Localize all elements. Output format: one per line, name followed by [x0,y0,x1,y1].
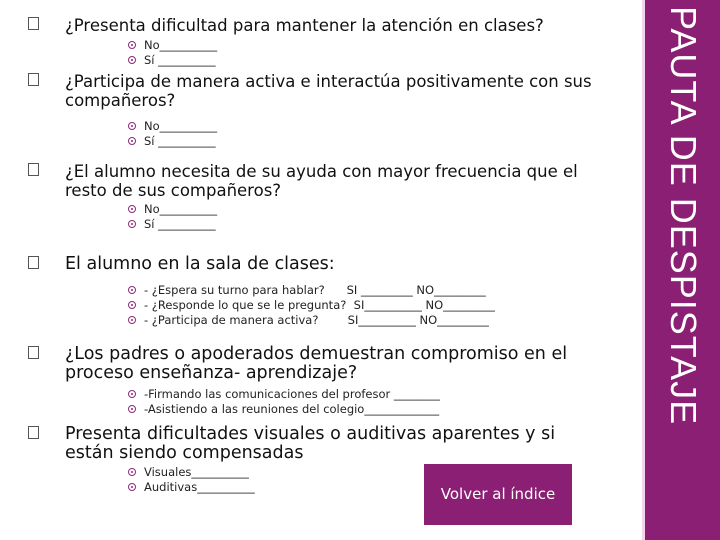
checkbox-bullet-icon [28,73,39,86]
option-item [128,387,440,402]
option-item [128,38,217,53]
option-item [128,217,217,232]
question-text: Presenta dificultades visuales o auditivas aparentes y si están siendo compensadas [65,424,556,463]
option-text: No__________ [144,202,218,216]
question-text: ¿Los padres o apoderados demuestran compromiso en el proceso enseñanza- aprendizaje? [65,344,568,383]
bullet-icon [128,468,136,476]
bullet-icon [128,220,136,228]
option-text: Visuales__________ [144,465,249,479]
bullet-icon [128,316,136,324]
option-text: -Asistiendo a las reuniones del colegio_____________ [144,402,440,416]
option-text: Sí __________ [144,134,216,148]
bullet-icon [128,41,136,49]
option-text: No__________ [144,119,218,133]
question-1 [36,16,596,35]
bullet-icon [128,137,136,145]
checkbox-bullet-icon [28,163,39,176]
option-item [128,119,217,134]
option-item [128,134,217,149]
sidebar [642,0,720,540]
options-list-2 [128,119,217,149]
option-text: -Firmando las comunicaciones del profesor ________ [144,387,440,401]
bullet-icon [128,301,136,309]
option-item [128,283,495,298]
question-text: ¿El alumno necesita de su ayuda con mayor frecuencia que el resto de sus compañeros? [65,162,578,200]
options-list-3 [128,202,217,232]
question-text: ¿Participa de manera activa e interactúa positivamente con sus compañeros? [65,72,592,110]
slide-title: PAUTA DE DESPISTAJE [663,6,704,426]
bullet-icon [128,205,136,213]
question-5 [36,345,596,383]
option-item [128,313,495,328]
checkbox-bullet-icon [28,426,39,439]
question-text: El alumno en la sala de clases: [65,254,335,274]
question-2 [36,72,596,110]
bullet-icon [128,390,136,398]
bullet-icon [128,56,136,64]
bullet-icon [128,286,136,294]
checkbox-bullet-icon [28,256,39,269]
option-text: Auditivas__________ [144,480,255,494]
option-text: No__________ [144,38,218,52]
option-item [128,402,440,417]
options-list-6 [128,465,255,495]
option-text: - ¿Responde lo que se le pregunta? SI__________ NO_________ [144,298,495,312]
question-3 [36,162,596,200]
options-list-4 [128,283,495,328]
option-text: - ¿Espera su turno para hablar? SI _________ NO_________ [144,283,486,297]
question-text: ¿Presenta dificultad para mantener la atención en clases? [65,16,544,35]
checkbox-bullet-icon [28,17,39,30]
option-item [128,480,255,495]
option-item [128,465,255,480]
options-list-1 [128,38,217,68]
option-item [128,298,495,313]
question-6 [36,425,596,463]
sidebar-stripe [642,0,720,540]
bullet-icon [128,405,136,413]
back-to-index-button[interactable]: Volver al índice [424,464,572,525]
option-item [128,53,217,68]
option-text: Sí __________ [144,53,216,67]
option-item [128,202,217,217]
options-list-5 [128,387,440,417]
option-text: Sí __________ [144,217,216,231]
question-4 [36,255,596,274]
option-text: - ¿Participa de manera activa? SI__________ NO_________ [144,313,489,327]
bullet-icon [128,483,136,491]
checkbox-bullet-icon [28,346,39,359]
bullet-icon [128,122,136,130]
